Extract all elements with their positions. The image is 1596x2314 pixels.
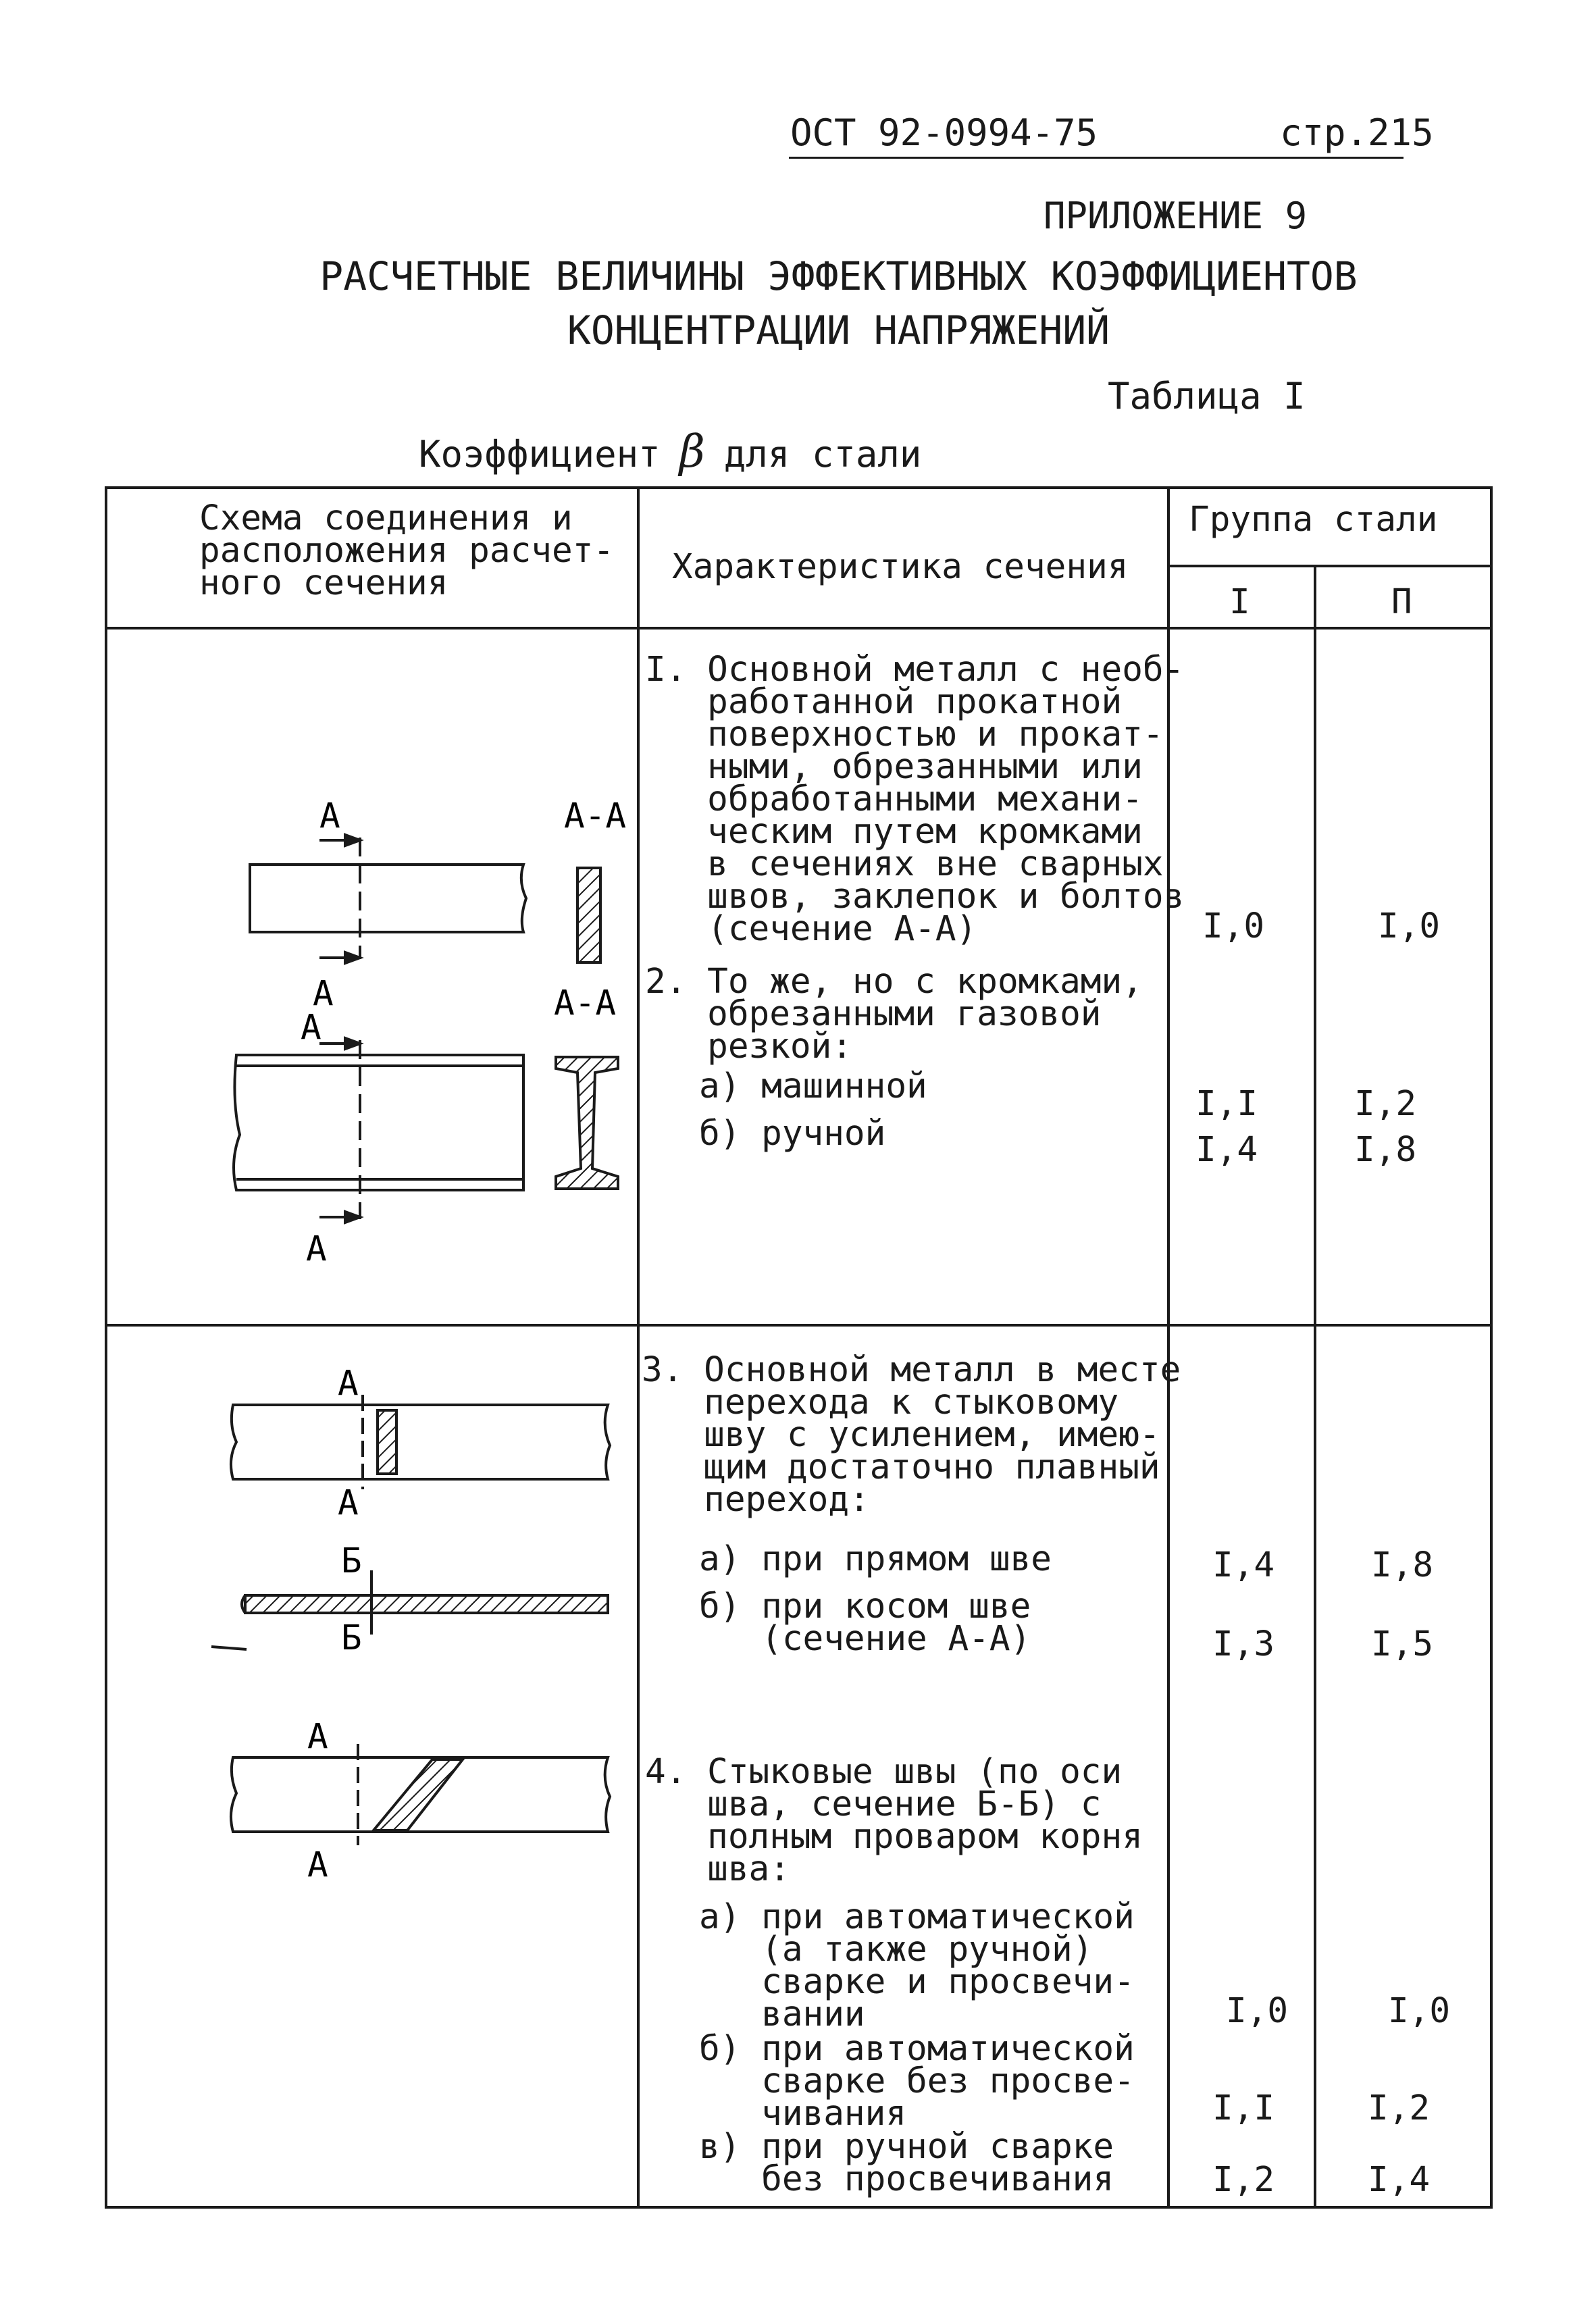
beta-symbol: β xyxy=(679,426,705,478)
row-3a-text: а) при прямом шве xyxy=(699,1539,1052,1579)
title-line-1: РАСЧЕТНЫЕ ВЕЛИЧИНЫ ЭФФЕКТИВНЫХ КОЭФФИЦИЕНТОВ xyxy=(319,253,1358,299)
table-number: Таблица I xyxy=(1108,375,1306,417)
header-group-1: I xyxy=(1229,582,1250,622)
sketch3-label-a-top: А xyxy=(338,1364,359,1404)
row-2a-text: а) машинной xyxy=(699,1066,927,1106)
row-2a-g2: I,2 xyxy=(1354,1084,1417,1124)
appendix-label: ПРИЛОЖЕНИЕ 9 xyxy=(1044,195,1308,237)
row-2b-g1: I,4 xyxy=(1195,1130,1258,1170)
row-1-g1: I,0 xyxy=(1202,906,1265,946)
sketch2-label-a1: А xyxy=(313,974,334,1014)
row-2a-g1: I,I xyxy=(1195,1084,1258,1124)
sketch-butt-weld xyxy=(211,1395,610,1649)
sketch3-label-b-bottom: Б xyxy=(341,1618,362,1658)
row-4a-g2: I,0 xyxy=(1388,1991,1451,2031)
row-4a-text: а) при автоматической (а также ручной) сварке и просвечи- вании xyxy=(699,1897,1135,2034)
header-underline xyxy=(789,157,1404,159)
sketch3-label-a-bottom: А xyxy=(338,1483,359,1523)
sketch-plate xyxy=(250,835,600,963)
row-1-text: I. Основной металл с необ- работанной прокатной поверхностью и прокат- ными, обрезанными или обработанными механи- ческим путем кромками в сечениях вне сварных швов, заклепок и болтов (сечение А-А) xyxy=(645,650,1185,949)
header-steel-group: Группа стали xyxy=(1189,500,1438,540)
row-4c-g2: I,4 xyxy=(1368,2160,1431,2200)
row-3b-text: б) при косом шве (сечение А-А) xyxy=(699,1587,1031,1659)
row-3-text: 3. Основной металл в месте перехода к стыковому шву с усилением, имею- щим достаточно плавный переход: xyxy=(642,1350,1181,1520)
document-code: ОСТ 92-0994-75 xyxy=(790,111,1098,154)
row-3b-g1: I,3 xyxy=(1212,1624,1275,1664)
header-group-2: П xyxy=(1391,582,1412,622)
row-4b-text: б) при автоматической сварке без просве- чивания xyxy=(699,2029,1135,2134)
row-4b-g2: I,2 xyxy=(1368,2088,1431,2128)
sketch4-label-a-bottom: А xyxy=(307,1845,328,1885)
coefficient-suffix: для стали xyxy=(723,433,922,475)
row-4b-g1: I,I xyxy=(1212,2088,1275,2128)
row-4c-text: в) при ручной сварке без просвечивания xyxy=(699,2127,1114,2199)
row-1-g2: I,0 xyxy=(1378,906,1441,946)
sketch2-label-aa: А-А xyxy=(554,983,617,1023)
header-characteristic: Характеристика сечения xyxy=(672,547,1129,587)
coefficient-prefix: Коэффициент xyxy=(419,433,661,475)
sketch2-label-a3: А xyxy=(306,1229,327,1269)
page-number: стр.215 xyxy=(1280,111,1434,154)
row-3a-g2: I,8 xyxy=(1371,1545,1434,1585)
sketch2-label-a2: А xyxy=(301,1008,321,1048)
sketch-ibeam xyxy=(234,1038,618,1223)
title-line-2: КОНЦЕНТРАЦИИ НАПРЯЖЕНИЙ xyxy=(567,307,1110,353)
row-2b-g2: I,8 xyxy=(1354,1130,1417,1170)
sketch3-label-b-top: Б xyxy=(341,1541,362,1581)
coefficient-caption xyxy=(419,426,921,478)
row-2-text: 2. То же, но с кромками, обрезанными газовой резкой: xyxy=(645,962,1143,1066)
sketch1-label-aa: А-А xyxy=(564,796,627,836)
row-3a-g1: I,4 xyxy=(1212,1545,1275,1585)
row-3b-g2: I,5 xyxy=(1371,1624,1434,1664)
sketch1-label-a-top: А xyxy=(319,796,340,836)
sketch-oblique-weld xyxy=(231,1744,610,1845)
row-4c-g1: I,2 xyxy=(1212,2160,1275,2200)
row-4-text: 4. Стыковые швы (по оси шва, сечение Б-Б) с полным проваром корня шва: xyxy=(645,1752,1143,1889)
header-scheme: Схема соединения и расположения расчет- ного сечения xyxy=(199,498,615,603)
coefficient-table xyxy=(105,486,1493,2209)
sketch4-label-a-top: А xyxy=(307,1717,328,1757)
row-2b-text: б) ручной xyxy=(699,1114,886,1154)
row-4a-g1: I,0 xyxy=(1226,1991,1289,2031)
